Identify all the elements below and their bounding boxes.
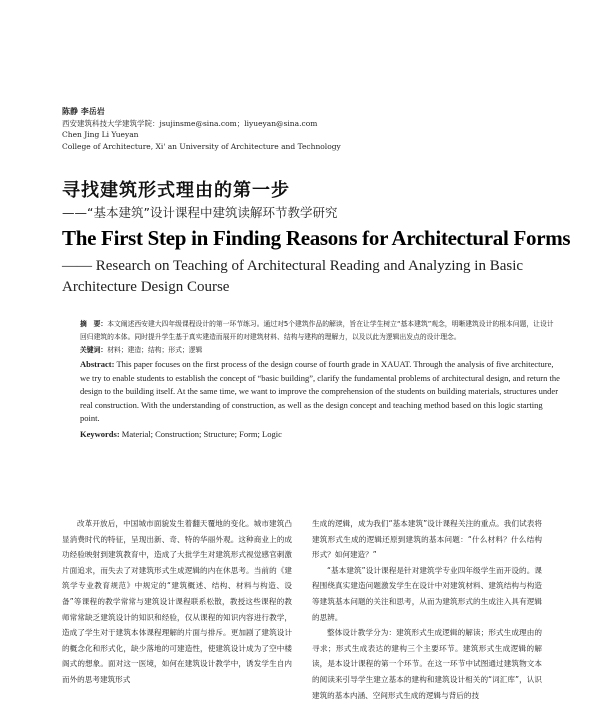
keywords-en-text: Material; Construction; Structure; Form; Logic xyxy=(121,428,282,439)
keywords-zh-label: 关键词： xyxy=(80,346,108,354)
author-affiliation-zh: 西安建筑科技大学建筑学院：jsujinsme@sina.com；liyueyan@sina.com xyxy=(62,118,318,128)
body-column-left xyxy=(62,516,292,688)
abstract-en xyxy=(80,358,560,426)
abstract-en-label: Abstract: xyxy=(80,359,115,369)
body-column-right xyxy=(312,516,542,703)
title-zh: 寻找建筑形式理由的第一步 xyxy=(62,180,290,201)
author-names-zh: 陈静 李岳岩 xyxy=(62,106,105,116)
abstract-en-text: This paper focuses on the first process of the design course of fourth grade in XAUAT. Through the analysis of five architecture, we try to enable students to establish the concept of “basic building”, clarify the fundamental problems of architectural design, and return the design to the building itself. At the same time, we want to improve the comprehension of the students on building materials, structures under real construction. With the understanding of construction, as well as the design concept and teaching method based on this logic starting point. xyxy=(80,359,560,423)
subtitle-en: —— Research on Teaching of Architectural Reading and Analyzing in Basic Architecture Design Course xyxy=(62,258,524,295)
abstract-zh-label: 摘 要： xyxy=(80,320,108,328)
keywords-en-label: Keywords: xyxy=(80,428,120,439)
author-affiliation-en: College of Architecture, Xi' an University of Architecture and Technology xyxy=(62,141,341,151)
body-paragraph: 生成的逻辑，成为我们“基本建筑”设计课程关注的重点。我们试表将建筑形式生成的逻辑还原到建筑的基本问题：“什么材料？什么结构形式？如何建造？” xyxy=(312,519,542,560)
title-en: The First Step in Finding Reasons for Architectural Forms xyxy=(62,226,571,250)
abstract-zh-text: 本文阐述西安建大四年级课程设计的第一环节练习。通过对5个建筑作品的解读，旨在让学生树立“基本建筑”观念，明晰建筑设计的根本问题，让设计回归建筑的本体。同时提升学生基于真实建造而展开的对建筑材料、结构与建构的理解力，以及以此为逻辑出发点的设计理念。 xyxy=(80,320,554,341)
body-paragraph: 改革开放后，中国城市面貌发生着翻天覆地的变化。城市建筑凸显消费时代的特征，呈现出新、奇、特的华丽外观。这种商业上的成功经验映射到建筑教育中，造成了大批学生对建筑形式视觉感官刺激片面追求，而失去了对建筑形式生成逻辑的内在休思考。当前的《建筑学专业教育规范》中规定的“建筑概述、结构、材料与构造、设备”等课程的教学常常与建筑设计课程联系松散，教授这些课程的教师常常缺乏建筑设计的知识和经验，仅从课程的知识内容进行教学，造成了学生对于建筑本体课程理解的片面与排斥。更加剧了建筑设计的概念化和形式化，缺少落地的可建造性，使建筑设计成为了空中楼阁式的想象。面对这一医境，如何在建筑设计教学中，诱发学生自内而外的思考建筑形式 xyxy=(62,519,292,684)
body-paragraph: “基本建筑”设计课程是针对建筑学专业四年级学生而开设的。课程围绕真实建造问题激发学生在设计中对建筑材料、建筑结构与构造等建筑基本问题的关注和思考，从而为建筑形式的生成注入具有逻辑的思辨。 xyxy=(312,565,542,622)
author-block xyxy=(62,106,562,152)
abstract-block xyxy=(80,318,560,440)
author-names-en: Chen Jing Li Yueyan xyxy=(62,130,139,139)
abstract-zh xyxy=(80,318,560,344)
keywords-zh xyxy=(80,344,560,357)
keywords-zh-text: 材料；建造；结构；形式；逻辑 xyxy=(107,346,203,354)
subtitle-zh: ——“基本建筑”设计课程中建筑读解环节教学研究 xyxy=(62,205,338,220)
keywords-en xyxy=(80,428,560,441)
body-paragraph: 整体设计教学分为：建筑形式生成逻辑的解读；形式生成理由的寻求；形式生成表达的建构三个主要环节。建筑形式生成逻辑的解读，是本设计课程的第一个环节。在这一环节中试图通过建筑物文本的阅读来引导学生建立基本的建构和建筑设计相关的“词汇库”，认识建筑的基本内涵、空间形式生成的逻辑与背后的技 xyxy=(312,628,542,700)
